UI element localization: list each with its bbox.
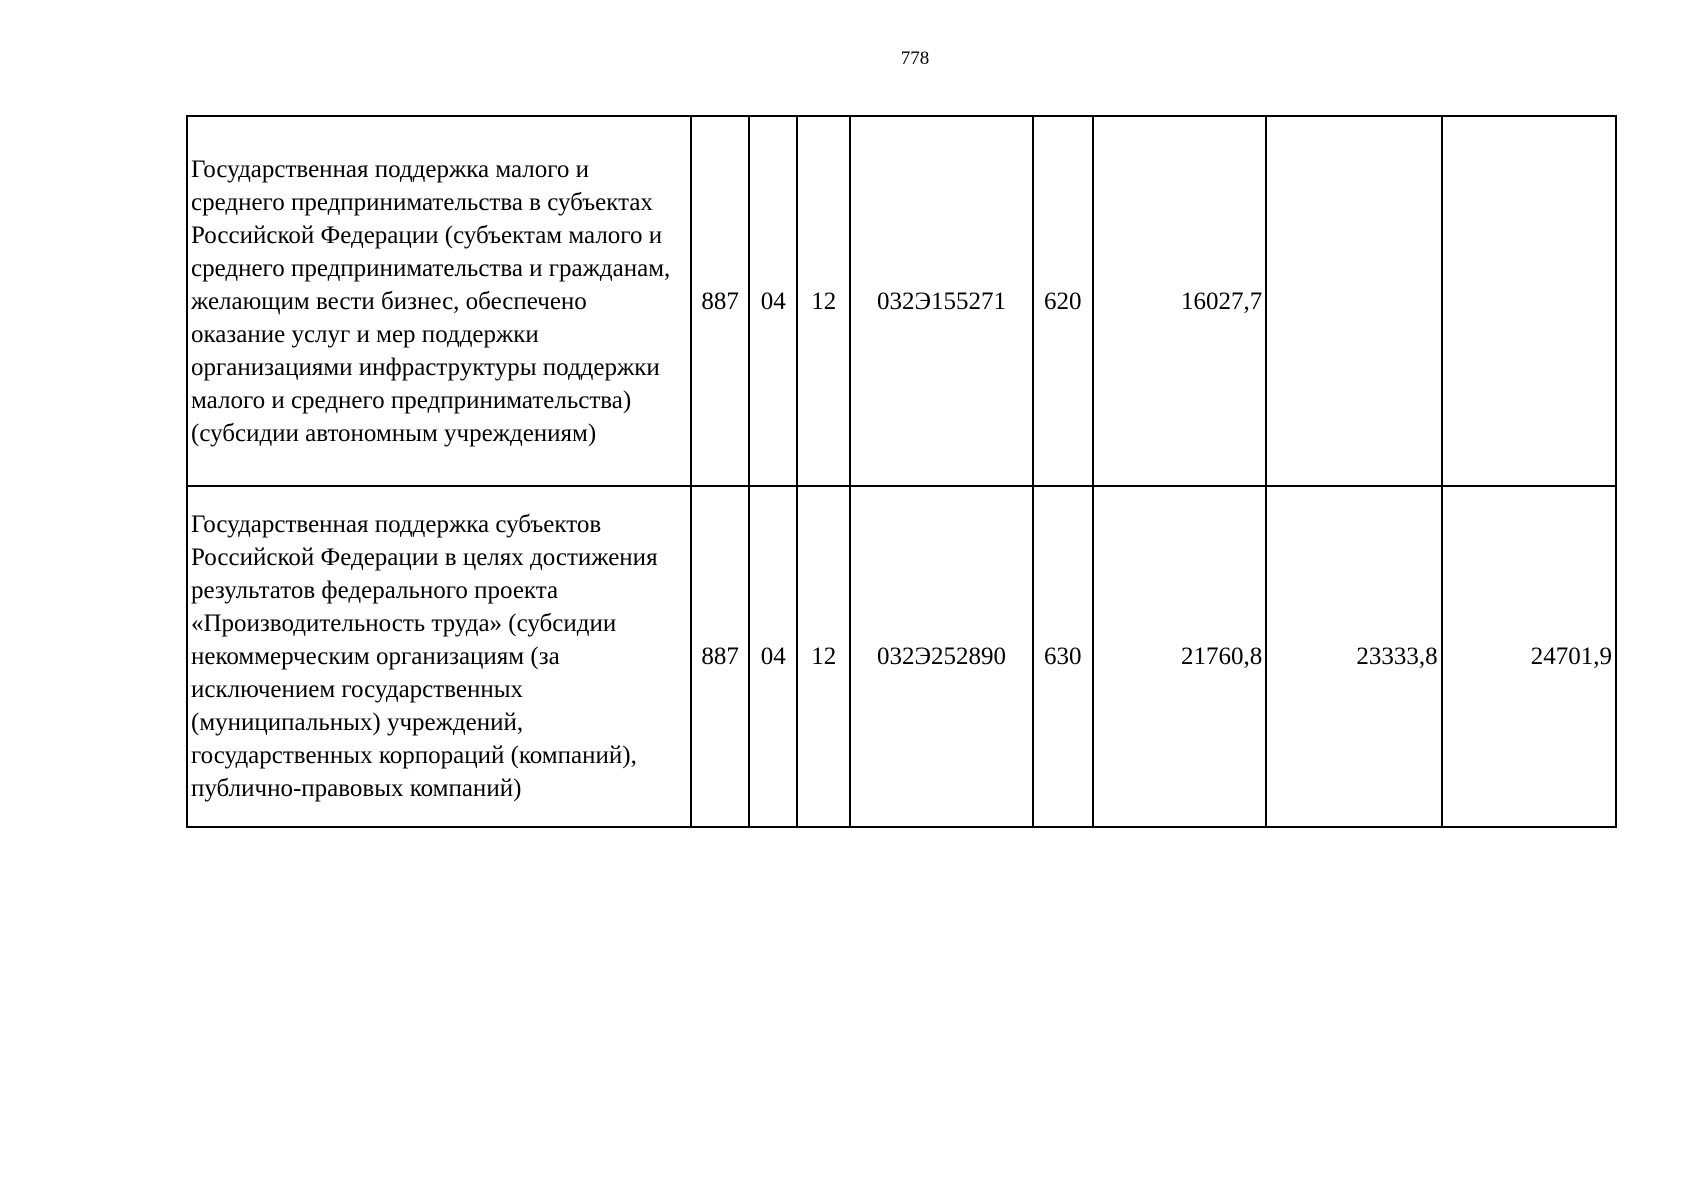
subsection-code: 12	[797, 486, 850, 827]
target-article-code: 032Э252890	[850, 486, 1032, 827]
page-number: 778	[900, 48, 930, 69]
amount-year-3: 24701,9	[1442, 486, 1616, 827]
row-description: Государственная поддержка субъектов Российской Федерации в целях достижения результатов федерального проекта «Производительность труда» (субсидии некоммерческим организациям (за исключением государственных (муниципальных) учреждений, государственных корпораций (компаний), публично-правовых компаний)	[187, 486, 691, 827]
amount-year-2	[1266, 116, 1441, 486]
amount-year-1: 16027,7	[1093, 116, 1266, 486]
amount-year-3	[1442, 116, 1616, 486]
table-row	[187, 486, 1616, 827]
table-row	[187, 116, 1616, 486]
amount-year-1: 21760,8	[1093, 486, 1266, 827]
amount-year-2: 23333,8	[1266, 486, 1441, 827]
row-description: Государственная поддержка малого и среднего предпринимательства в субъектах Российской Федерации (субъектам малого и среднего предпринимательства и гражданам, желающим вести бизнес, обеспечено оказание услуг и мер поддержки организациями инфраструктуры поддержки малого и среднего предпринимательства) (субсидии автономным учреждениям)	[187, 116, 691, 486]
section-code: 04	[749, 486, 797, 827]
expense-type-code: 620	[1033, 116, 1093, 486]
ministry-code: 887	[691, 486, 749, 827]
budget-table	[186, 115, 1617, 828]
subsection-code: 12	[797, 116, 850, 486]
expense-type-code: 630	[1033, 486, 1093, 827]
ministry-code: 887	[691, 116, 749, 486]
target-article-code: 032Э155271	[850, 116, 1032, 486]
section-code: 04	[749, 116, 797, 486]
